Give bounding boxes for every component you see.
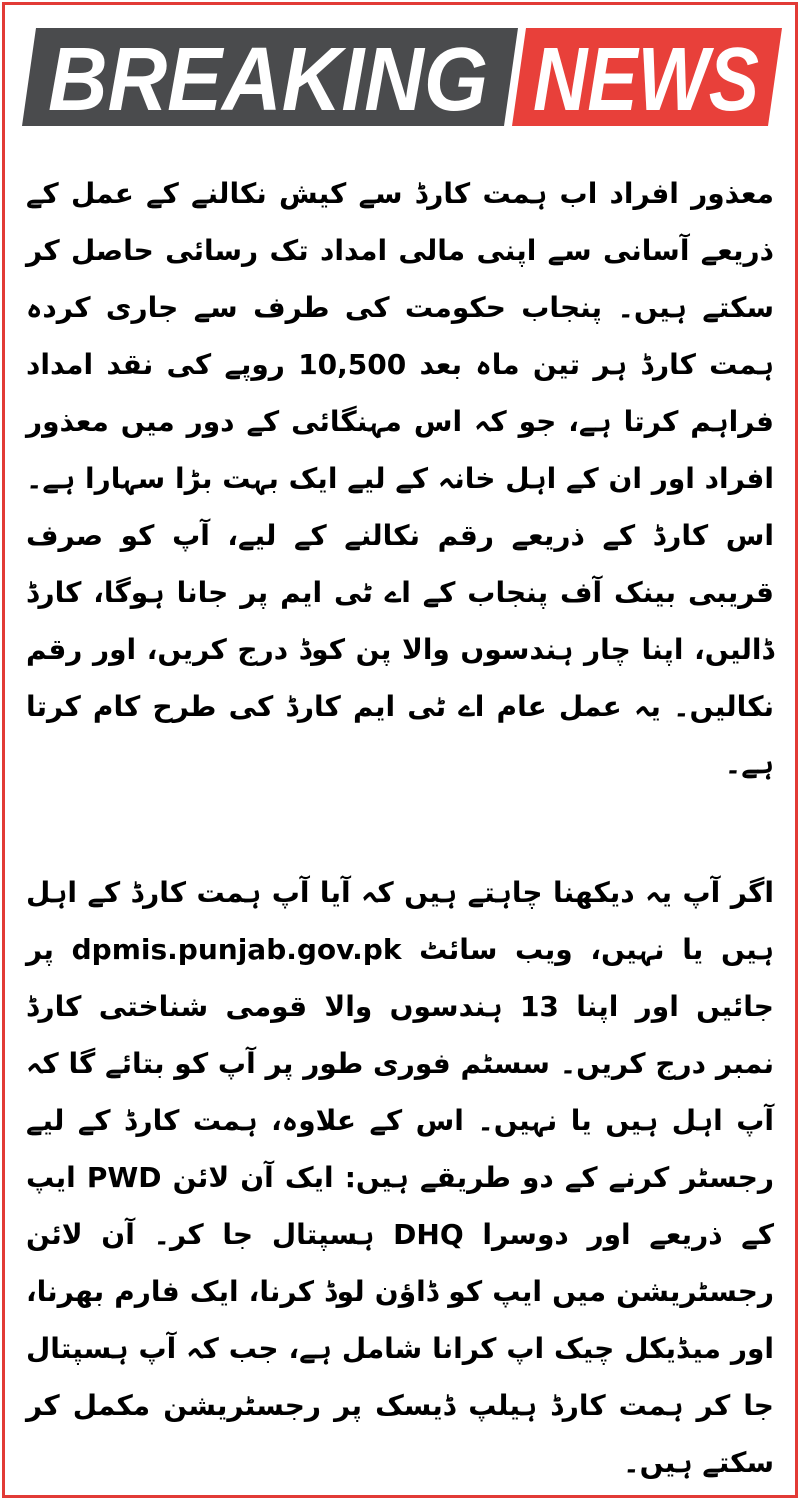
breaking-news-banner [22, 28, 782, 126]
banner-graphic [22, 28, 782, 126]
article-body [26, 165, 774, 1491]
banner-word-breaking: BREAKING [48, 30, 488, 126]
article-paragraph-1: معذور افراد اب ہمت کارڈ سے کیش نکالنے کے عمل کے ذریعے آسانی سے اپنی مالی امداد تک رسائی حاصل کر سکتے ہیں۔ پنجاب حکومت کی طرف سے جاری کردہ ہمت کارڈ ہر تین ماہ بعد 10,500 روپے کی نقد امداد فراہم کرتا ہے، جو کہ اس مہنگائی کے دور میں معذور افراد اور ان کے اہل خانہ کے لیے ایک بہت بڑا سہارا ہے۔ اس کارڈ کے ذریعے رقم نکالنے کے لیے، آپ کو صرف قریبی بینک آف پنجاب کے اے ٹی ایم پر جانا ہوگا، کارڈ ڈالیں، اپنا چار ہندسوں والا پن کوڈ درج کریں، اور رقم نکالیں۔ یہ عمل عام اے ٹی ایم کارڈ کی طرح کام کرتا ہے۔ [26, 177, 774, 780]
article-paragraph-2: اگر آپ یہ دیکھنا چاہتے ہیں کہ آیا آپ ہمت کارڈ کے اہل ہیں یا نہیں، ویب سائٹ dpmis.punjab.gov.pk پر جائیں اور اپنا 13 ہندسوں والا قومی شناختی کارڈ نمبر درج کریں۔ سسٹم فوری طور پر آپ کو بتائے گا کہ آپ اہل ہیں یا نہیں۔ اس کے علاوہ، ہمت کارڈ کے لیے رجسٹر کرنے کے دو طریقے ہیں: ایک آن لائن PWD ایپ کے ذریعے اور دوسرا DHQ ہسپتال جا کر۔ آن لائن رجسٹریشن میں ایپ کو ڈاؤن لوڈ کرنا، ایک فارم بھرنا، اور میڈیکل چیک اپ کرانا شامل ہے، جب کہ آپ ہسپتال جا کر ہمت کارڈ ہیلپ ڈیسک پر رجسٹریشن مکمل کر سکتے ہیں۔ [26, 876, 775, 1479]
banner-word-news: NEWS [533, 30, 759, 126]
paragraph-spacer [26, 792, 774, 864]
